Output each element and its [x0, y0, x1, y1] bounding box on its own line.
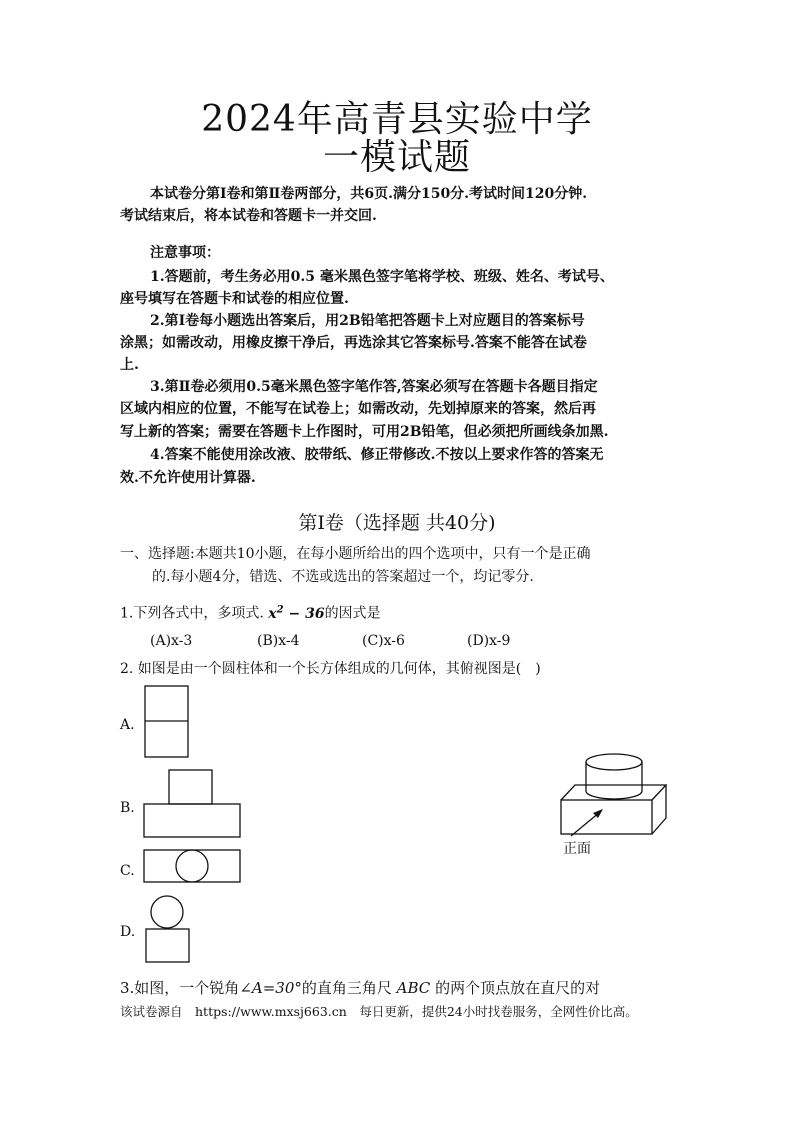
note-4-line-2: 效.不允许使用计算器.: [120, 470, 256, 486]
note-1-line-1: 1.答题前，考生务必用0.5 毫米黑色签字笔将学校、班级、姓名、考试号、: [150, 269, 614, 285]
question-3-middle: 的直角三角尺: [301, 979, 392, 997]
note-2-line-1: 2.第Ⅰ卷每小题选出答案后，用2B铅笔把答题卡上对应题目的答案标号: [150, 313, 585, 329]
question-3-angle: ∠A=30°: [239, 979, 302, 997]
question-3-stem: [120, 977, 600, 999]
footer-source: 该试卷源自 https://www.mxsj663.cn 每日更新，提供24小时找卷服务，全网性价比高。: [120, 1004, 638, 1019]
option-d-square: [146, 929, 189, 962]
question-3-suffix: 的两个顶点放在直尺的对: [435, 979, 601, 997]
solid-figure: [561, 754, 666, 834]
note-3-line-3: 写上新的答案；需要在答题卡上作图时，可用2B铅笔，但必须把所画线条加黑.: [120, 424, 609, 440]
question-3-triangle-name: ABC: [396, 979, 431, 997]
question-1-option-c: (C)x-6: [362, 633, 405, 649]
question-3-prefix: 3.如图，一个锐角: [120, 979, 240, 997]
section-1-heading: 第Ⅰ卷（选择题 共40分): [298, 512, 496, 534]
title-line-2: 一模试题: [322, 137, 471, 178]
intro-line-1: 本试卷分第Ⅰ卷和第Ⅱ卷两部分，共6页.满分150分.考试时间120分钟.: [150, 186, 588, 202]
question-2-label-a: A.: [120, 717, 135, 733]
note-3-line-2: 区域内相应的位置，不能写在试卷上；如需改动，先划掉原来的答案，然后再: [120, 401, 596, 417]
question-2-label-b: B.: [120, 800, 135, 816]
question-2-stem: 2. 如图是由一个圆柱体和一个长方体组成的几何体，其俯视图是( ): [120, 661, 541, 677]
option-d-circle: [151, 896, 183, 928]
note-3-line-1: 3.第Ⅱ卷必须用0.5毫米黑色签字笔作答,答案必须写在答题卡各题目指定: [150, 379, 598, 395]
title-line-1: 2024年高青县实验中学: [201, 99, 593, 140]
option-b-base-rect: [144, 804, 240, 837]
question-2-label-d: D.: [120, 924, 136, 940]
section-1-instruction-line-2: 的.每小题4分，错选、不选或选出的答案超过一个，均记零分.: [152, 569, 534, 585]
option-b-top-square: [169, 770, 212, 804]
section-1-instruction-line-1: 一、选择题:本题共10小题，在每小题所给出的四个选项中，只有一个是正确: [120, 546, 591, 562]
intro-line-2: 考试结束后，将本试卷和答题卡一并交回.: [120, 208, 377, 224]
question-2-front-label: 正面: [563, 841, 591, 857]
note-4-line-1: 4.答案不能使用涂改液、胶带纸、修正带修改.不按以上要求作答的答案无: [150, 447, 604, 463]
notes-heading: 注意事项：: [150, 245, 220, 261]
question-1-expression: $x^2 - 36$: [268, 604, 325, 622]
question-1-stem-suffix: 的因式是: [324, 605, 381, 622]
note-1-line-2: 座号填写在答题卡和试卷的相应位置.: [120, 291, 349, 307]
note-2-line-3: 上.: [120, 357, 139, 373]
option-c-rect: [144, 850, 240, 882]
question-1-option-a: (A)x-3: [150, 633, 193, 649]
option-c-circle: [176, 850, 208, 882]
question-1-option-b: (B)x-4: [257, 633, 300, 649]
question-1-option-d: (D)x-9: [467, 633, 511, 649]
note-2-line-2: 涂黑；如需改动，用橡皮擦干净后，再选涂其它答案标号.答案不能答在试卷: [120, 335, 587, 351]
question-1-stem-prefix: 1.下列各式中，多项式.: [120, 605, 264, 622]
question-2-label-c: C.: [120, 863, 135, 879]
